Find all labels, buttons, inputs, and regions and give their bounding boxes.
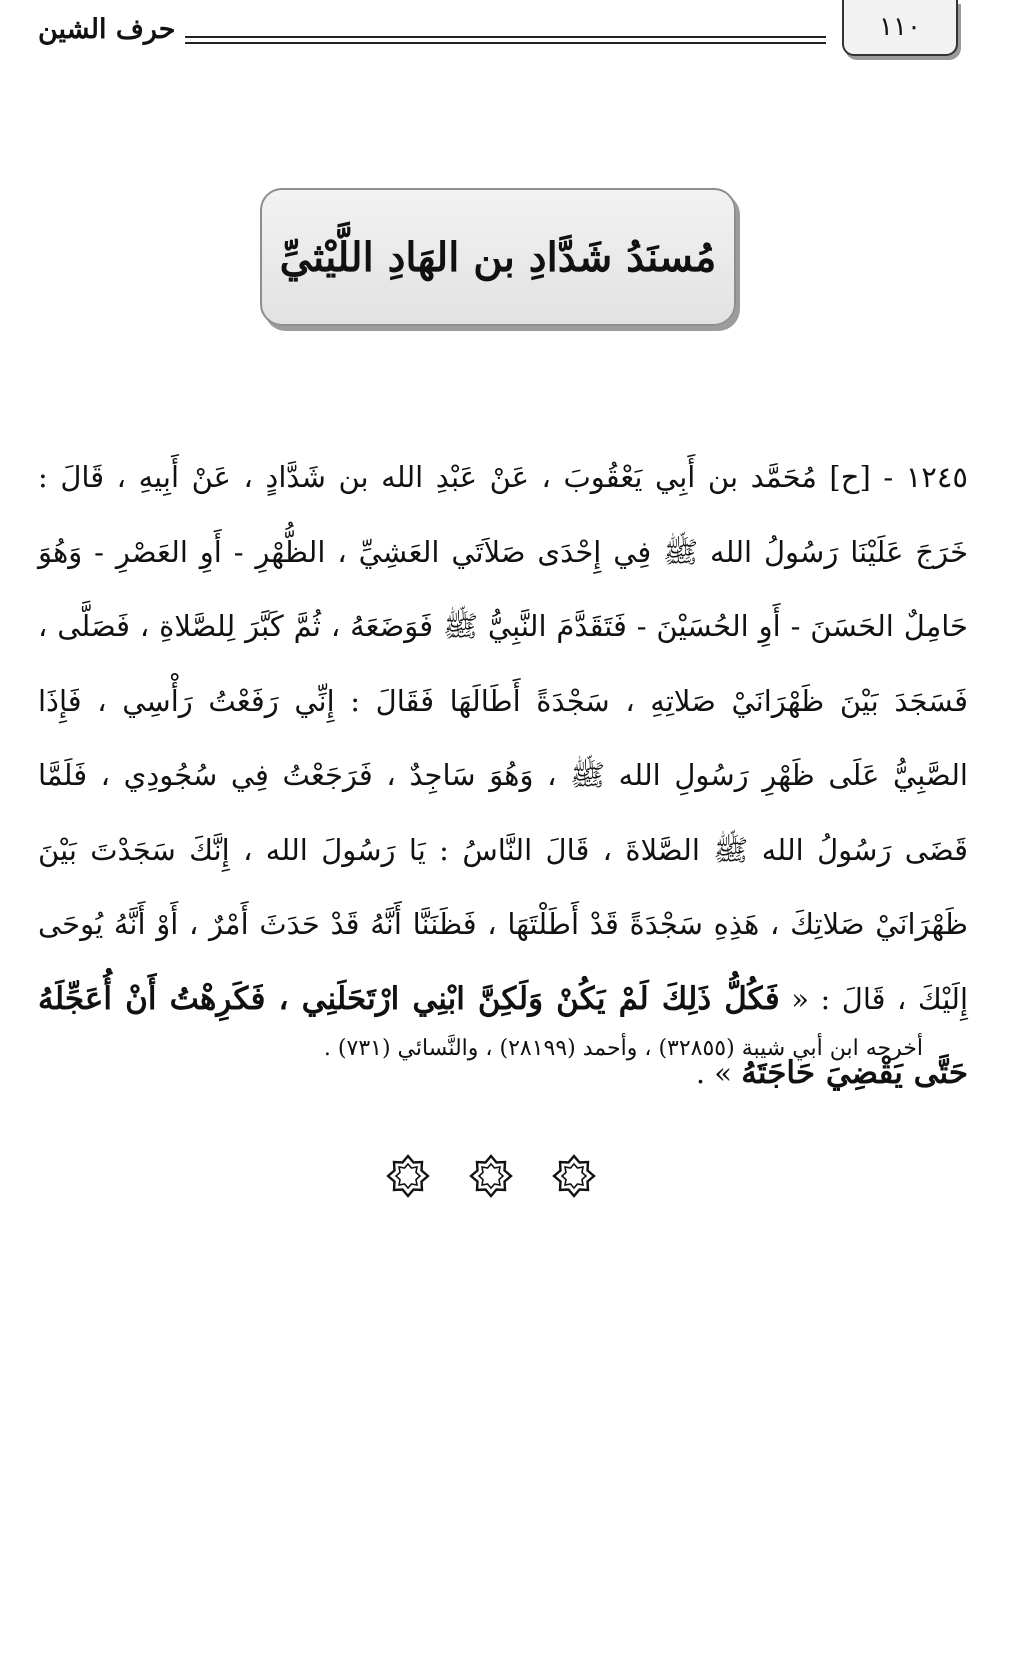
hadith-takhrij: أخرجه ابن أبي شيبة (٣٢٨٥٥) ، وأحمد (٢٨١٩٩) ، والنَّسائي (٧٣١) . xyxy=(323,1036,923,1061)
section-title: مُسنَدُ شَدَّادِ بن الهَادِ اللَّيْثيِّ xyxy=(279,233,717,281)
chapter-title: حرف الشين xyxy=(38,14,176,45)
eight-pointed-star-icon xyxy=(386,1154,430,1198)
page-number-text: ١١٠ xyxy=(879,12,921,42)
eight-pointed-star-icon xyxy=(552,1154,596,1198)
hadith-closing-quote: » . xyxy=(695,1056,733,1090)
hadith-regular-text: ١٢٤٥ - [ح] مُحَمَّد بن أَبِي يَعْقُوبَ ، عَنْ عَبْدِ الله بن شَدَّادٍ ، عَنْ أَبِيهِ ، قَالَ : خَرَجَ عَلَيْنَا رَسُولُ الله ﷺ فِي إِحْدَى صَلاَتَي العَشِيِّ ، الظُّهْرِ - أَوِ العَصْرِ - وَهُوَ حَامِلٌ الحَسَنَ - أَوِ الحُسَيْنَ - فَتَقَدَّمَ النَّبِيُّ ﷺ فَوَضَعَهُ ، ثُمَّ كَبَّرَ لِلصَّلاةِ ، فَصَلَّى ، فَسَجَدَ بَيْنَ ظَهْرَانَيْ صَلاتِهِ ، سَجْدَةً أَطَالَهَا فَقَالَ : إِنِّي رَفَعْتُ رَأْسِي ، فَإِذَا الصَّبِيُّ عَلَى ظَهْرِ رَسُولِ الله ﷺ ، وَهُوَ سَاجِدٌ ، فَرَجَعْتُ فِي سُجُودِي ، فَلَمَّا قَضَى رَسُولُ الله ﷺ الصَّلاةَ ، قَالَ النَّاسُ : يَا رَسُولَ الله ، إِنَّكَ سَجَدْتَ بَيْنَ ظَهْرَانَيْ صَلاتِكَ ، هَذِهِ سَجْدَةً قَدْ أَطَلْتَهَا ، فَظَنَنَّا أَنَّهُ قَدْ حَدَثَ أَمْرٌ ، أَوْ أَنَّهُ يُوحَى إِلَيْكَ ، قَالَ : « xyxy=(38,460,969,1016)
section-separator xyxy=(386,1154,596,1200)
hadith-text xyxy=(38,440,968,1111)
page-number xyxy=(842,0,958,56)
eight-pointed-star-icon xyxy=(469,1154,513,1198)
hadith-prophetic-saying: فَكُلُّ ذَلِكَ لَمْ يَكُنْ وَلَكِنَّ ابْنِي ارْتَحَلَنِي ، فَكَرِهْتُ أَنْ أُعَجِّلَهُ حَتَّى يَقْضِيَ حَاجَتَهُ xyxy=(38,980,968,1091)
section-title-box xyxy=(260,188,736,326)
header-rule xyxy=(185,36,826,44)
